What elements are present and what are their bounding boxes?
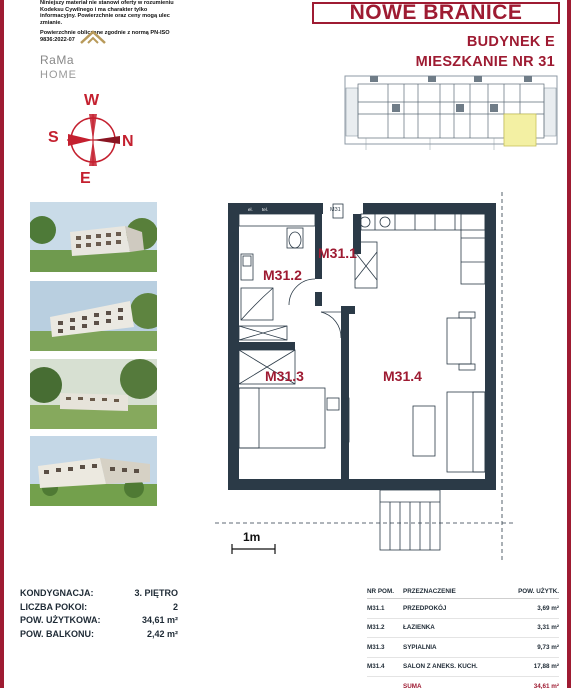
room-purpose: SALON Z ANEKS. KUCH. [403,663,478,671]
key-plan-highlight [504,114,536,146]
room-label-m313: M31.3 [265,368,304,384]
room-area: 3,31 m² [537,624,559,632]
apartment-label: MIESZKANIE NR 31 [415,54,555,70]
compass-w: W [84,92,100,109]
property-row [20,587,178,601]
building-label: BUDYNEK E [466,34,555,50]
right-border [567,0,571,688]
left-border [0,0,4,688]
room-num: M31.3 [367,643,385,651]
property-row [20,614,178,628]
compass-s: S [48,129,59,146]
compass-e: E [80,170,91,187]
room-table [367,588,559,696]
room-table-header [367,588,559,599]
room-purpose: SYPIALNIA [403,643,437,651]
sum-row [367,677,559,696]
scale-label: 1m [243,530,261,544]
table-row [367,619,559,639]
disclaimer [40,0,180,44]
property-row [20,628,178,642]
compass-n: N [122,133,134,150]
disclaimer-line-1: Niniejszy materiał nie stanowi oferty w rozumieniu Kodeksu Cywilnego i ma charakter tylko informacyjny. Powierzchnie oraz ceny mogą ulec zmianie. [40,0,174,26]
room-label-m311: M31.1 [318,245,357,261]
key-plan [344,74,558,152]
property-row [20,601,178,615]
sum-label: SUMA [403,682,422,690]
apartment-properties [20,587,178,641]
disclaimer-line-2: Powierzchnie obliczone zgodnie z normą PN-ISO 9836:2022-07 [40,30,170,43]
property-value: 3. PIĘTRO [134,588,178,598]
floor-plan [215,192,515,560]
room-area: 3,69 m² [537,604,559,612]
rendering-thumbnail-3 [30,359,157,429]
table-row [367,658,559,678]
property-key: LICZBA POKOI: [20,601,88,612]
shaft-label: M31 [330,207,341,213]
rendering-thumbnail-2 [30,281,157,351]
table-row [367,599,559,619]
property-key: POW. UŻYTKOWA: [20,615,101,626]
tel-label: tel. [262,207,269,212]
logo-roof-icon [80,30,106,44]
logo-name: RaMa [40,53,75,67]
property-key: POW. BALKONU: [20,628,94,639]
rendering-thumbnail-1 [30,202,157,272]
room-label-m314: M31.4 [383,368,422,384]
room-label-m312: M31.2 [263,267,302,283]
room-purpose: PRZEDPOKÓJ [403,604,447,612]
table-row [367,638,559,658]
el-label: el. [248,207,253,212]
room-num: M31.4 [367,663,385,671]
room-num: M31.1 [367,604,385,612]
compass [40,90,150,190]
room-num: M31.2 [367,624,385,632]
logo-subtitle: HOME [40,69,77,81]
property-key: KONDYGNACJA: [20,588,94,598]
sum-area: 34,61 m² [533,682,559,690]
property-value: 34,61 m² [141,615,178,626]
room-area: 9,73 m² [537,643,559,651]
header-area: POW. UŻYTK. [518,588,559,595]
room-area: 17,88 m² [533,663,559,671]
property-value: 2 [172,601,178,612]
room-purpose: ŁAZIENKA [403,624,435,632]
rendering-thumbnail-4 [30,436,157,506]
header-purpose: PRZEZNACZENIE [403,588,456,595]
property-value: 2,42 m² [146,628,178,639]
project-title: NOWE BRANICE [312,2,560,24]
header-num: NR POM. [367,588,394,595]
